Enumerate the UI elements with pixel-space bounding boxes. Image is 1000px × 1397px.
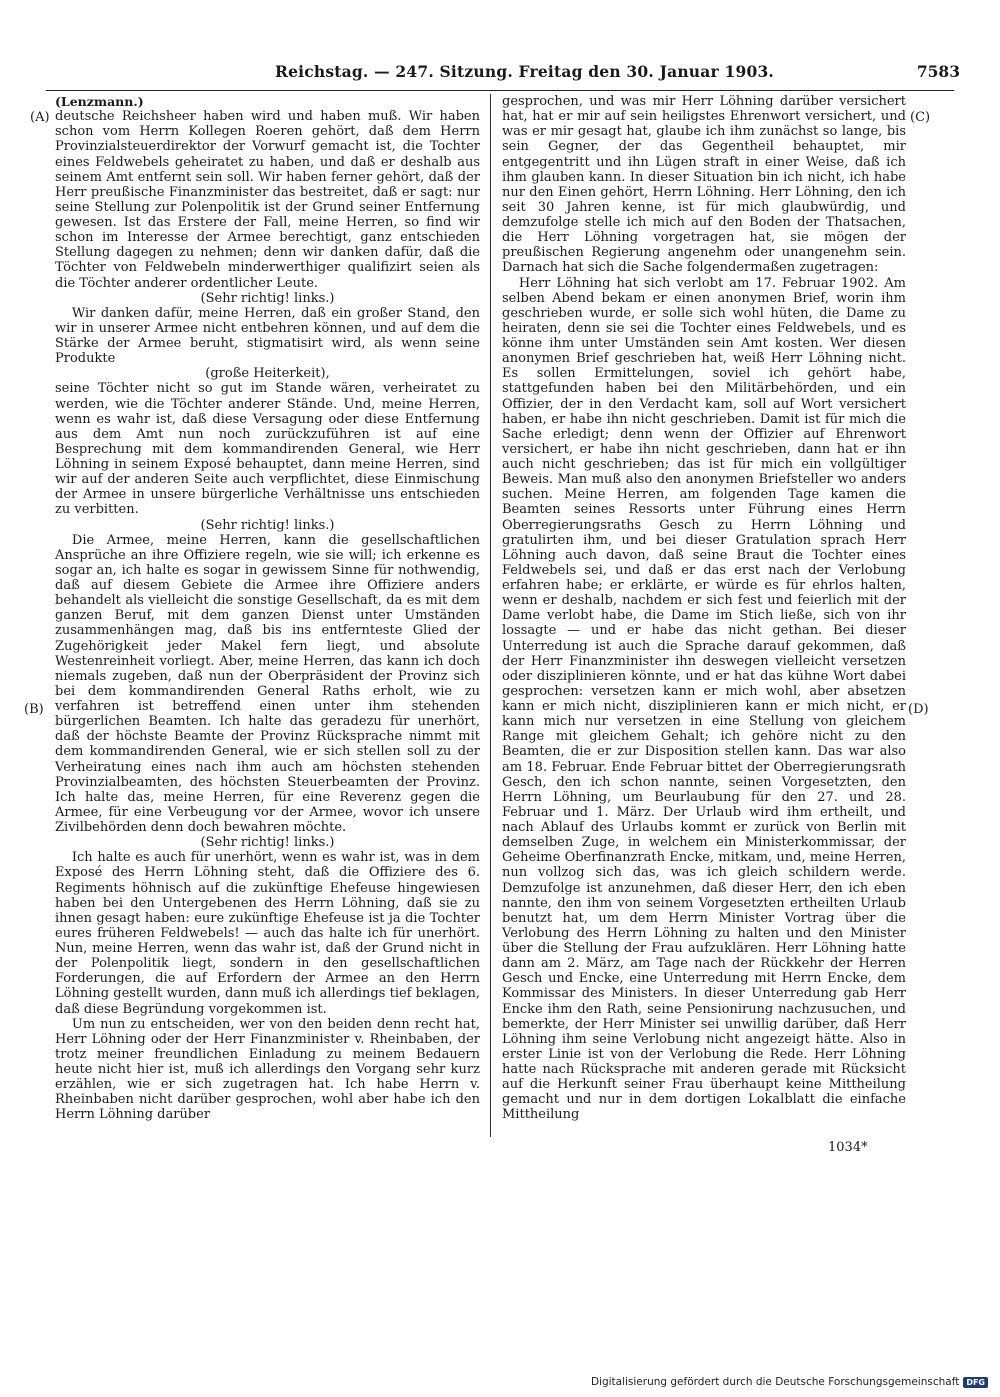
paragraph: gesprochen, und was mir Herr Löhning darüber versichert hat, hat er mir auf sein heiligstes Ehrenwort versichert, und was er mir gesagt hat, glaube ich ihm zunächst so lange, bis sein Gegner, der das Gegentheil behauptet, mir entgegentritt und ihn Lügen straft in einer Weise, daß ich ihm glauben kann. In dieser Situation bin ich nicht, ich habe nur den Einen gehört, Herrn Löhning. Herr Löhning, den ich seit 30 Jahren kenne, ist für mich glaubwürdig, und demzufolge stelle ich mich auf den Boden der Thatsachen, die Herr Löhning vorgetragen hat, sie mögen der preußischen Regierung angenehm oder unangenehm sein. Darnach hat sich die Sache folgendermaßen zugetragen: [502, 94, 906, 276]
left-column [55, 94, 480, 1123]
page-number: 7583 [916, 62, 960, 81]
paragraph: Ich halte es auch für unerhört, wenn es wahr ist, was in dem Exposé des Herrn Löhning steht, daß die Offiziere des 6. Regiments höhnisch auf die zukünftige Ehefeuse hingewiesen haben bei den Untergebenen des Herrn Löhning, daß sie zu ihnen gesagt haben: eure zukünftige Ehefeuse ist ja die Tochter eures früheren Feldwebels! — auch das halte ich für unerhört. Nun, meine Herren, wenn das wahr ist, daß der Grund nicht in der Polenpolitik liegt, sondern in den gesellschaftlichen Forderungen, die auf Erfordern der Armee an den Herrn Löhning gestellt wurden, dann muß ich allerdings tief beklagen, daß diese Begründung vorgekommen ist. [55, 850, 480, 1017]
interjection: (Sehr richtig! links.) [200, 835, 335, 851]
margin-marker-a: (A) [30, 110, 50, 125]
paragraph: Herr Löhning hat sich verlobt am 17. Februar 1902. Am selben Abend bekam er einen anonymen Brief, worin ihm geschrieben wurde, er solle sich wohl hüten, die Dame zu heiraten, denn sie sei die Tochter eines Feldwebels, und es könne ihm unter Umständen sein Amt kosten. Wer diesen anonymen Brief geschrieben hat, weiß Herr Löhning nicht. Es sollen Ermittelungen, soviel ich gehört habe, stattgefunden haben bei den Militärbehörden, und ein Offizier, der in den Verdacht kam, soll auf Wort versichert haben, er habe ihn nicht geschrieben. Damit ist für mich die Sache erledigt; denn wenn der Offizier auf Ehrenwort versichert, er habe ihn nicht geschrieben, dann hat er ihn auch nicht geschrieben; das ist für mich ein vollgültiger Beweis. Man muß also den anonymen Briefsteller wo anders suchen. Meine Herren, am folgenden Tage kamen die Beamten seines Ressorts unter Führung eines Herrn Oberregierungsraths Gesch zu Herrn Löhning und gratulirten ihm, und bei dieser Gratulation sprach Herr Löhning auch davon, daß seine Braut die Tochter eines Feldwebels sei, und daß er das erst nach der Verlobung erfahren habe; er erklärte, er würde es für ehrlos halten, wenn er deshalb, nachdem er sich fest und feierlich mit der Dame verlobt habe, die Dame im Stich ließe, sich von ihr lossagte — und er habe das nicht gethan. Bei dieser Unterredung ist auch die Sprache darauf gekommen, daß der Herr Finanzminister ihn deswegen vielleicht versetzen oder disziplinieren könnte, und er hat das kühne Wort dabei gesprochen: versetzen kann er mich wohl, aber absetzen kann er mich nicht, disziplinieren kann er mich nicht, er kann mich nur versetzen in eine Stellung von gleichem Range mit gleichem Gehalt; ich gehöre nicht zu den Beamten, die er zur Disposition stellen kann. Das war also am 18. Februar. Ende Februar bittet der Oberregierungsrath Gesch, den ich schon nannte, seinen Vorgesetzten, den Herrn Löhning, um Beurlaubung für den 27. und 28. Februar und 1. März. Der Urlaub wird ihm ertheilt, und nach Ablauf des Urlaubs kommt er zurück von Berlin mit demselben Zuge, in welchem ein Ministerkommissar, der Geheime Oberfinanzrath Encke, mitkam, und, meine Herren, nun vollzog sich das, was ich gleich schildern werde. Demzufolge ist anzunehmen, daß dieser Herr, den ich eben nannte, den ihm von seinem Vorgesetzten ertheilten Urlaub benutzt hat, um dem Herrn Minister Vortrag über die Verlobung des Herrn Löhning zu halten und den Minister über die Stellung der Frau aufzuklären. Herr Löhning hatte dann am 2. März, am Tage nach der Rückkehr der Herren Gesch und Encke, eine Unterredung mit Herrn Encke, dem Kommissar des Ministers. In dieser Unterredung gab Herr Encke ihm den Rath, seine Pensionirung nachzusuchen, und bemerkte, der Herr Minister sei unwillig darüber, daß Herr Löhning ihm seine Verlobung nicht angezeigt hätte. Also in erster Linie ist von der Verlobung die Rede. Herr Löhning hatte nach Rücksprache mit anderen gerade mit Rücksicht auf die Herkunft seiner Frau überhaupt keine Mittheilung gemacht und nur in dem dortigen Lokalblatt die einfache Mittheilung [502, 275, 906, 1123]
dfg-logo: DFG [963, 1377, 988, 1388]
interjection: (Sehr richtig! links.) [200, 517, 335, 533]
interjection: (Sehr richtig! links.) [200, 290, 335, 306]
paragraph: Wir danken dafür, meine Herren, daß ein großer Stand, den wir in unserer Armee nicht entbehren können, und auf dem die Stärke der Armee beruht, stigmatisirt wird, als wenn seine Produkte [55, 305, 480, 367]
speaker-name: (Lenzmann.) [55, 94, 144, 109]
footer [591, 1376, 988, 1388]
right-column [502, 94, 906, 1123]
paragraph: Um nun zu entscheiden, wer von den beiden denn recht hat, Herr Löhning oder der Herr Finanzminister v. Rheinbaben, der trotz meiner freundlichen Einladung zu meinem Bedauern heute nicht hier ist, muß ich allerdings den Vorgang sehr kurz erzählen, wie er sich zugetragen hat. Ich habe Herrn v. Rheinbaben nicht darüber gesprochen, wohl aber habe ich den Herrn Löhning darüber [55, 1016, 480, 1123]
running-title: Reichstag. — 247. Sitzung. Freitag den 30. Januar 1903. [275, 62, 775, 81]
margin-marker-c: (C) [910, 110, 931, 125]
paragraph: Die Armee, meine Herren, kann die gesellschaftlichen Ansprüche an ihre Offiziere regeln, wie sie will; ich erkenne es sogar an, ich halte es sogar in gewissem Sinne für nothwendig, daß auf diesem Gebiete die Armee ihre Offiziere anders behandelt als vielleicht die sonstige Gesellschaft, da es mit dem ganzen Beruf, mit dem ganzen Dienst unter Umständen zusammenhängen mag, daß bis ins entfernteste Glied der Zugehörigkeit jeder Makel fern liegt, und absolute Westenreinheit vorliegt. Aber, meine Herren, das kann ich doch niemals zugeben, daß nun der Oberpräsident der Provinz sich bei dem kommandirenden General Raths erholt, wie zu verfahren ist betreffend einen unter ihm stehenden bürgerlichen Beamten. Ich halte das geradezu für unerhört, daß der höchste Beamte der Provinz Rücksprache nimmt mit dem kommandirenden General, wie er sich stellen soll zu der Verheiratung eines nach ihm auch am höchsten stehenden Provinzialbeamten, des höchsten Steuerbeamten der Provinz. Ich halte das, meine Herren, für eine Reverenz gegen die Armee, für eine Verbeugung vor der Armee, wovor ich unsere Zivilbehörden denn doch bewahren möchte. [55, 532, 480, 835]
header-rule [46, 90, 954, 91]
margin-marker-d: (D) [908, 702, 929, 717]
interjection: (große Heiterkeit), [205, 366, 330, 382]
page-header [20, 62, 980, 88]
footer-text: Digitalisierung gefördert durch die Deutsche Forschungsgemeinschaft [590, 1376, 960, 1388]
paragraph: deutsche Reichsheer haben wird und haben muß. Wir haben schon vom Herrn Kollegen Roeren gehört, daß dem Herrn Provinzialsteuerdirektor der Vorwurf gemacht ist, die Tochter eines Feldwebels geheiratet zu haben, und daß er deshalb aus seinem Amt entfernt sein soll. Wir haben ferner gehört, daß der Herr preußische Finanzminister das bestreitet, daß er sagt: nur seine Stellung zur Polenpolitik ist der Grund seiner Entfernung gewesen. Ist das Erstere der Fall, meine Herren, so find wir schon im Interesse der Armee berechtigt, ganz entschieden Stellung dagegen zu nehmen; denn wir danken dafür, daß die Töchter von Feldwebeln minderwerthiger qualifizirt seien als die Töchter anderer ordentlicher Leute. [55, 109, 480, 291]
signature-mark: 1034* [828, 1140, 868, 1155]
column-divider [490, 94, 491, 1137]
margin-marker-b: (B) [24, 702, 44, 717]
paragraph: seine Töchter nicht so gut im Stande wären, verheiratet zu werden, wie die Töchter anderer Stände. Und, meine Herren, wenn es wahr ist, daß diese Versagung oder diese Entfernung aus dem Amt nun noch zurückzuführen ist auf eine Besprechung mit dem kommandirenden General, wie Herr Löhning in seinem Exposé behauptet, dann meine Herren, sind wir auf der anderen Seite auch verpflichtet, diese Einmischung der Armee in unsere bürgerliche Verhältnisse uns entschieden zu verbitten. [55, 381, 480, 518]
